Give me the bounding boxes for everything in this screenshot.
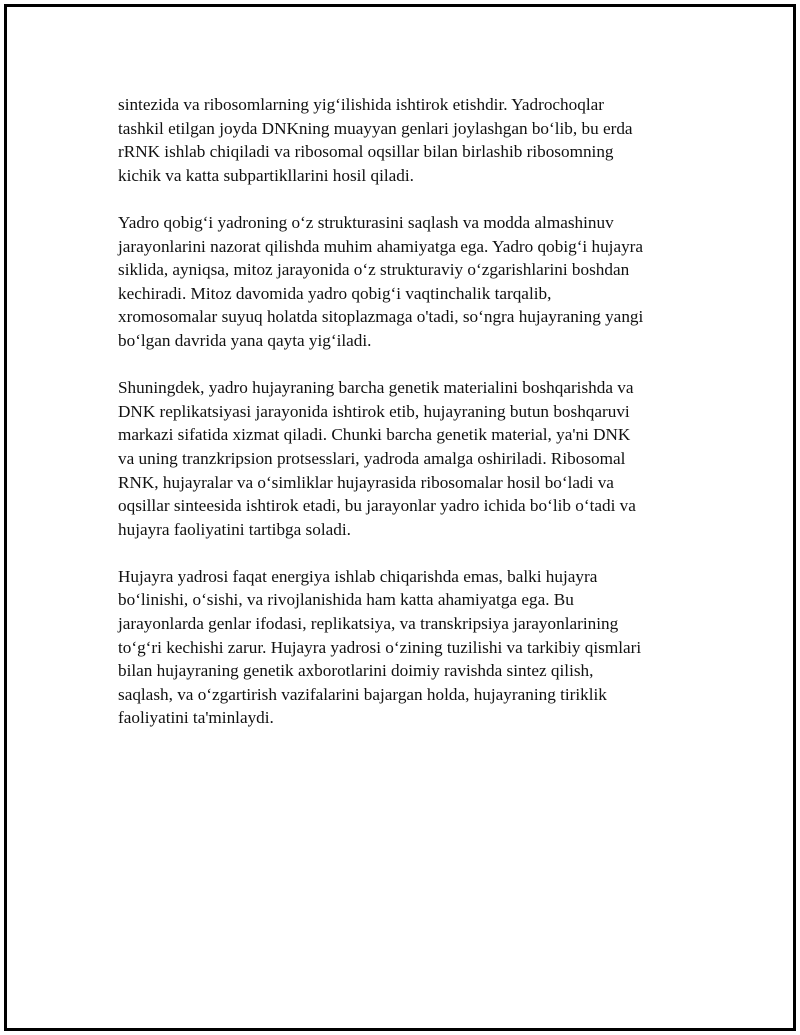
text-line: faoliyatini ta'minlaydi. xyxy=(118,708,274,728)
text-line: va uning tranzkripsion protsesslari, yadroda amalga oshiriladi. Ribosomal xyxy=(118,448,626,468)
text-line: Yadro qobig‘i yadroning o‘z strukturasini saqlash va modda almashinuv xyxy=(118,212,614,232)
paragraph-1 xyxy=(118,93,693,187)
text-line: rRNK ishlab chiqiladi va ribosomal oqsillar bilan birlashib ribosomning xyxy=(118,142,614,162)
document-body xyxy=(118,93,693,754)
text-line: tashkil etilgan joyda DNKning muayyan genlari joylashgan bo‘lib, bu erda xyxy=(118,118,633,138)
text-line: RNK, hujayralar va o‘simliklar hujayrasida ribosomalar hosil bo‘ladi va xyxy=(118,472,614,492)
text-line: saqlash, va o‘zgartirish vazifalarini bajargan holda, hujayraning tiriklik xyxy=(118,684,607,704)
text-line: bilan hujayraning genetik axborotlarini doimiy ravishda sintez qilish, xyxy=(118,661,594,681)
text-line: kechiradi. Mitoz davomida yadro qobig‘i vaqtinchalik tarqalib, xyxy=(118,283,552,303)
text-line: sintezida va ribosomlarning yig‘ilishida ishtirok etishdir. Yadrochoqlar xyxy=(118,95,604,114)
text-line: to‘g‘ri kechishi zarur. Hujayra yadrosi o‘zining tuzilishi va tarkibiy qismlari xyxy=(118,637,642,657)
text-line: siklida, ayniqsa, mitoz jarayonida o‘z strukturaviy o‘zgarishlarini boshdan xyxy=(118,260,630,280)
text-line: bo‘linishi, o‘sishi, va rivojlanishida ham katta ahamiyatga ega. Bu xyxy=(118,590,574,610)
text-line: jarayonlarini nazorat qilishda muhim ahamiyatga ega. Yadro qobig‘i hujayra xyxy=(118,236,644,256)
text-line: hujayra faoliyatini tartibga soladi. xyxy=(118,519,351,539)
text-line: kichik va katta subpartikllarini hosil qiladi. xyxy=(118,165,414,185)
text-line: xromosomalar suyuq holatda sitoplazmaga o'tadi, so‘ngra hujayraning yangi xyxy=(118,307,644,327)
text-line: DNK replikatsiyasi jarayonida ishtirok etib, hujayraning butun boshqaruvi xyxy=(118,401,630,421)
paragraph-3 xyxy=(118,376,693,541)
paragraph-2 xyxy=(118,211,693,353)
paragraph-4 xyxy=(118,565,693,730)
text-line: oqsillar sinteesida ishtirok etadi, bu jarayonlar yadro ichida bo‘lib o‘tadi va xyxy=(118,496,636,516)
text-line: Shuningdek, yadro hujayraning barcha genetik materialini boshqarishda va xyxy=(118,378,634,398)
text-line: jarayonlarda genlar ifodasi, replikatsiya, va transkripsiya jarayonlarining xyxy=(118,614,619,634)
text-line: markazi sifatida xizmat qiladi. Chunki barcha genetik material, ya'ni DNK xyxy=(118,425,631,445)
text-line: bo‘lgan davrida yana qayta yig‘iladi. xyxy=(118,330,372,350)
text-line: Hujayra yadrosi faqat energiya ishlab chiqarishda emas, balki hujayra xyxy=(118,566,598,586)
